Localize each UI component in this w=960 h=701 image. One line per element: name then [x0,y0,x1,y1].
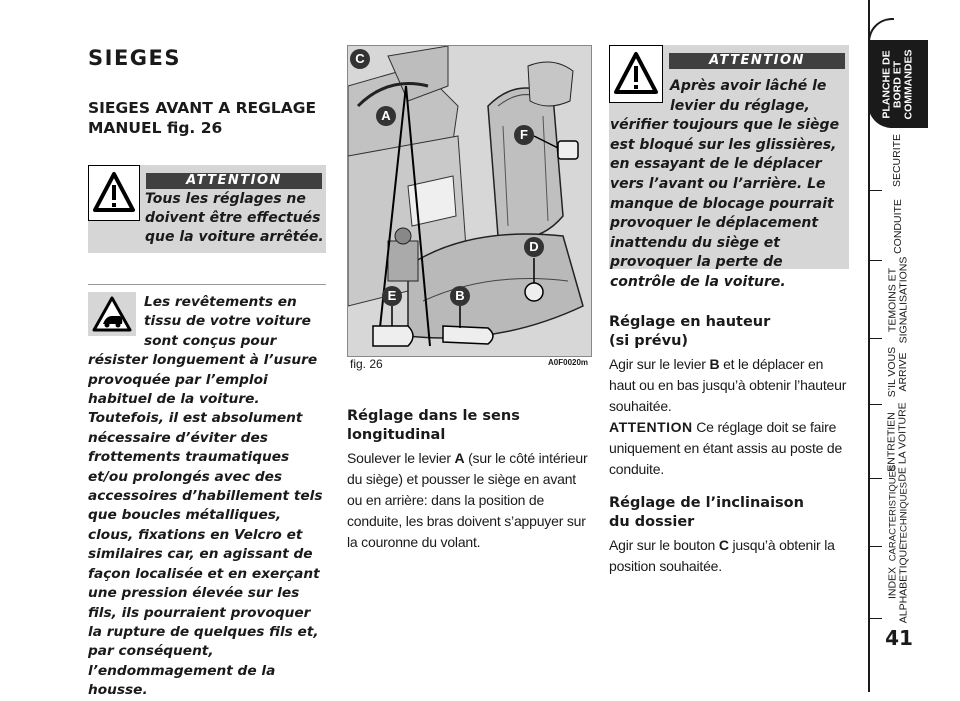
callout-d: D [524,237,544,257]
body-recline [609,535,852,577]
side-tab-label: S’IL VOUS ARRIVE [885,346,909,398]
heading-height: Réglage en hauteur (si prévu) [609,314,771,349]
side-sep [870,260,882,261]
body-recline-key: C [718,537,729,553]
body-height-suffix: et le déplacer en haut ou en bas jusqu’à obtenir l’hauteur souhaitée. [609,356,847,414]
note-text-left [88,293,326,701]
body-height-key: B [709,356,720,372]
body-longitudinal [347,448,590,553]
body-longitudinal-key: A [454,450,465,466]
page-subtitle: SIEGES AVANT A REGLAGE MANUEL fig. 26 [88,99,317,137]
side-tab-securite[interactable] [868,130,928,190]
seat-illustration [348,46,591,356]
warning-text-right-content: Après avoir lâché le levier du réglage, vérifier toujours que le siège est bloqué sur les glissières, en essayant de le déplacer vers l’avant ou l’arrière. Le manque de blocage pourrait provoquer le déplacement inattendu du siège et provoquer la perte de contrôle de la voiture. [610,78,840,290]
side-tab-index[interactable] [868,542,928,624]
side-tab-label: CONDUITE [891,198,904,254]
divider-left [88,284,326,285]
side-tab-temoins[interactable] [868,256,928,344]
side-tab-arrive[interactable] [868,340,928,404]
note-height-label: ATTENTION [609,419,693,435]
callout-f: F [514,125,534,145]
side-tab-planche[interactable] [868,40,928,128]
figure-caption: fig. 26 [350,357,383,371]
page-number: 41 [885,626,913,650]
figure-seat [347,45,592,357]
side-tab-label: CARACTERISTIQUES TECHNIQUES [887,464,910,562]
side-sep [870,338,882,339]
body-longitudinal-suffix: (sur le côté intérieur du siège) et pousser le siège en avant ou en arrière: dans la position de conduite, les bras doivent s’appuyer sur la couronne du volant. [347,450,588,550]
callout-a: A [376,106,396,126]
warning-text-left-content: Tous les réglages ne doivent être effectués que la voiture arrêtée. [145,191,324,245]
attention-label-left: ATTENTION [146,173,322,189]
warning-text-left [88,190,324,247]
figure-code: A0F0020m [548,358,589,367]
side-tab-conduite[interactable] [868,192,928,260]
body-height-prefix: Agir sur le levier [609,356,710,372]
side-tab-label: SECURITE [891,133,904,187]
body-recline-prefix: Agir sur le bouton [609,537,719,553]
note-height-text: Ce réglage doit se faire uniquement en étant assis au poste de conduite. [609,419,843,477]
note-height [609,417,852,480]
side-tab-label: PLANCHE DE BORD ET COMMANDES [880,49,915,119]
side-sep [870,404,882,405]
attention-label-right: ATTENTION [669,53,845,69]
body-height [609,354,852,417]
side-sep [870,478,882,479]
side-tab-label: INDEX ALPHABETIQUE [886,542,909,624]
side-tab-label: ENTRETIEN DE LA VOITURE [886,402,910,482]
warning-text-right [610,77,846,293]
side-tab-caracteristiques[interactable] [868,464,928,562]
body-recline-suffix: jusqu’à obtenir la position souhaitée. [609,537,835,574]
callout-c: C [350,49,370,69]
callout-e: E [382,286,402,306]
heading-longitudinal: Réglage dans le sens longitudinal [347,408,520,443]
note-text-left-content: Les revêtements en tissu de votre voiture sont conçus pour résister longuement à l’usure provoquée par l’emploi habituel de la voiture. Toutefois, il est absolument nécessaire d’éviter des frottements traumatiques et/ou prolongés avec des accessoires d’habillement tels que boucles métalliques, clous, fixations en Velcro et similaires car, en agissant de façon localisée et en exerçant une pression élevée sur les fils, ils pourraient provoquer la rupture de quelques fils et, par conséquent, l’endommagement de la housse. [88,294,323,699]
side-sep [870,190,882,191]
callout-b: B [450,286,470,306]
body-longitudinal-prefix: Soulever le levier [347,450,455,466]
heading-recline: Réglage de l’inclinaison du dossier [609,495,804,530]
side-tab-label: TEMOINS ET SIGNALISATIONS [886,256,909,344]
page-title: SIEGES [88,46,181,70]
side-sep [870,618,882,619]
side-sep [870,546,882,547]
